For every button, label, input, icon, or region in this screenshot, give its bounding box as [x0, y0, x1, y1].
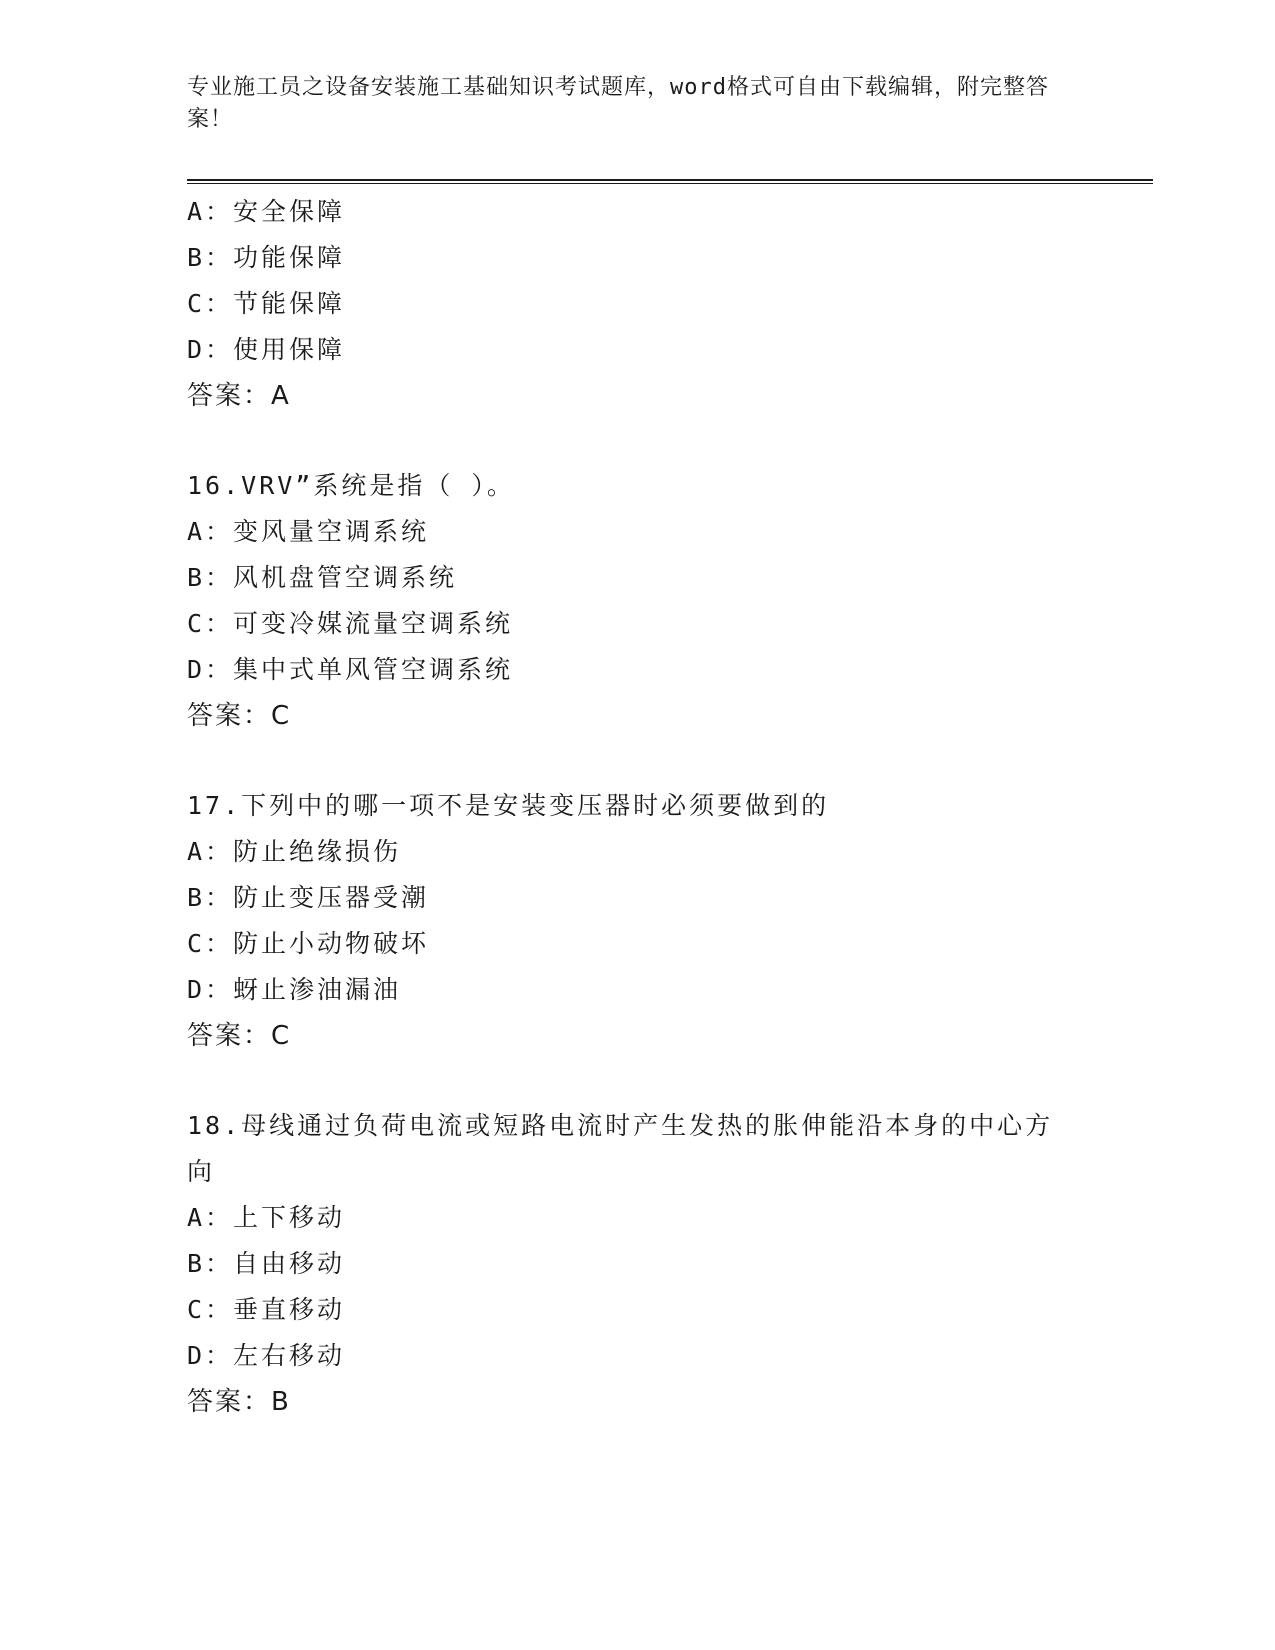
- option-a: A：变风量空调系统: [187, 517, 430, 546]
- option-b: B：自由移动: [187, 1249, 346, 1278]
- option-a: A：安全保障: [187, 197, 346, 226]
- question-16: [187, 463, 1087, 739]
- option-c: C：防止小动物破坏: [187, 929, 430, 958]
- option-b: B：风机盘管空调系统: [187, 563, 458, 592]
- page-header: 专业施工员之设备安装施工基础知识考试题库，word格式可自由下载编辑，附完整答案！: [187, 75, 1049, 132]
- option-c: C：可变冷媒流量空调系统: [187, 609, 514, 638]
- option-c: C：节能保障: [187, 289, 346, 318]
- header-divider-thin: [187, 183, 1153, 184]
- option-d: D：左右移动: [187, 1341, 346, 1370]
- option-a: A：防止绝缘损伤: [187, 837, 402, 866]
- question-18: [187, 1103, 1087, 1425]
- option-d: D：使用保障: [187, 335, 346, 364]
- option-a: A：上下移动: [187, 1203, 346, 1232]
- option-c: C：垂直移动: [187, 1295, 346, 1324]
- answer: 答案：A: [187, 381, 291, 411]
- question-stem: 18.母线通过负荷电流或短路电流时产生发热的胀伸能沿本身的中心方向: [187, 1111, 1054, 1186]
- header-divider: [187, 179, 1153, 181]
- option-b: B：功能保障: [187, 243, 346, 272]
- answer: 答案：B: [187, 1387, 291, 1417]
- answer: 答案：C: [187, 1021, 292, 1051]
- question-15: [187, 189, 1087, 419]
- question-list: [187, 189, 1087, 1425]
- option-d: D：蚜止渗油漏油: [187, 975, 402, 1004]
- question-17: [187, 783, 1087, 1059]
- answer: 答案：C: [187, 701, 292, 731]
- option-d: D：集中式单风管空调系统: [187, 655, 514, 684]
- question-stem: 17.下列中的哪一项不是安装变压器时必须要做到的: [187, 791, 830, 820]
- question-stem: 16.VRV”系统是指（ ）。: [187, 471, 515, 500]
- option-b: B：防止变压器受潮: [187, 883, 430, 912]
